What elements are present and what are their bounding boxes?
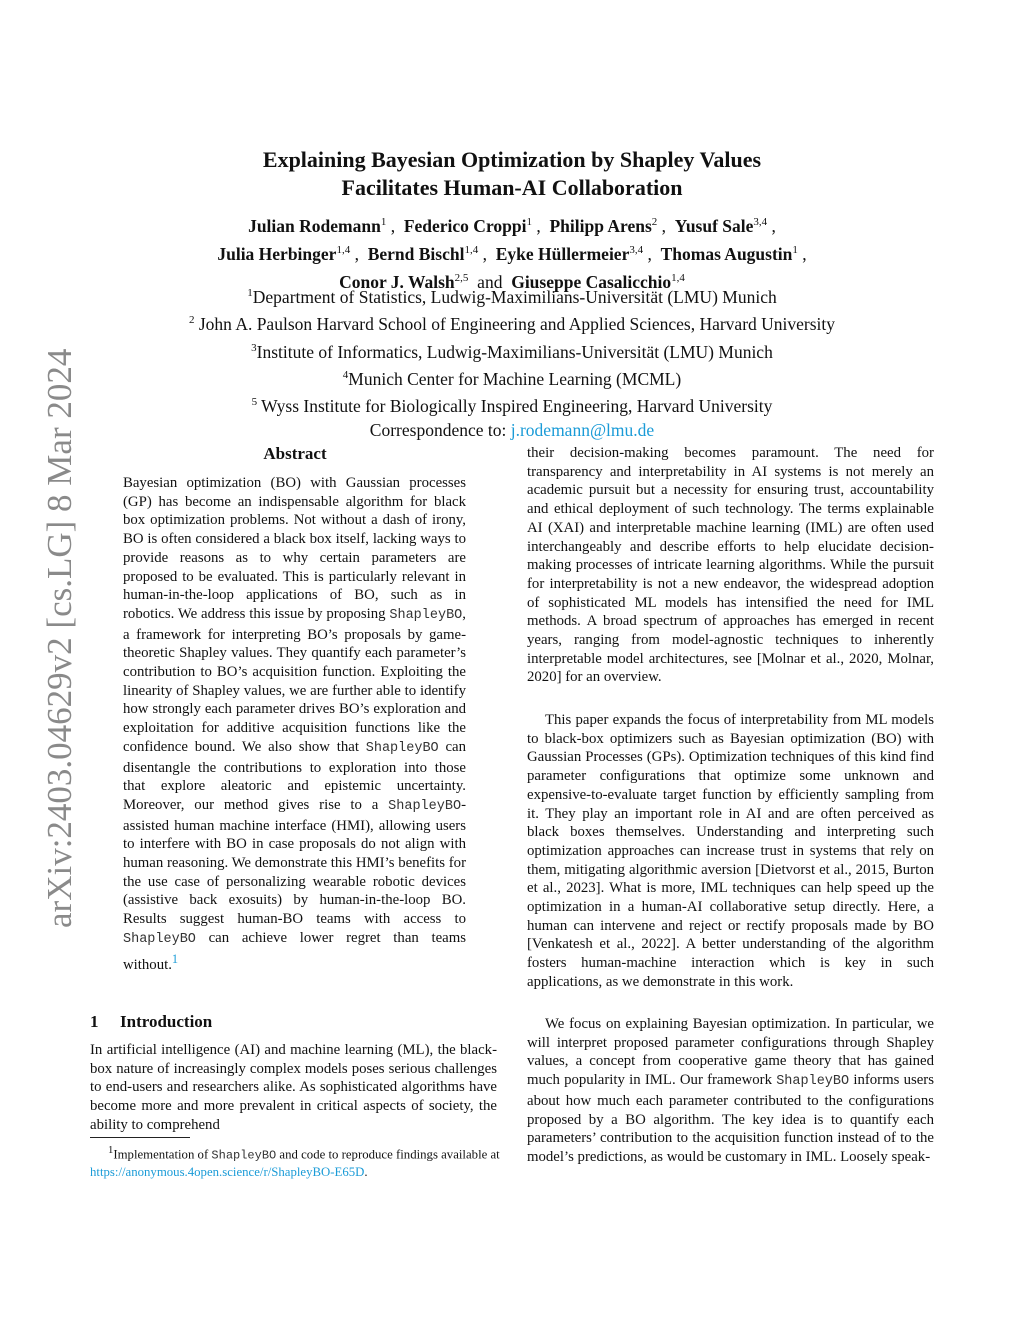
abstract-heading: Abstract [263, 444, 327, 463]
title-line-2: Facilitates Human-AI Collaboration [341, 175, 683, 200]
author-name: Bernd Bischl [367, 243, 465, 264]
code-shapleybo: ShapleyBO [389, 607, 463, 623]
author-name: Yusuf Sale [674, 215, 754, 236]
author-name: Eyke Hüllermeier [495, 243, 630, 264]
title-line-1: Explaining Bayesian Optimization by Shapley Values [262, 147, 762, 172]
code-shapleybo: ShapleyBO [123, 931, 196, 947]
code-url-link[interactable]: https://anonymous.4open.science/r/ShapleyBO-E65D [90, 1165, 365, 1180]
section-heading-introduction: 1 Introduction [90, 1012, 213, 1031]
footnote: $^1$Implementation of ShapleyBO and code to reproduce findings available at https://anonymous.4open.science/r/ShapleyBO-E65D. [90, 1145, 500, 1180]
email-link[interactable]: j.rodemann@lmu.de [510, 419, 655, 440]
author-list [120, 210, 904, 293]
author-line-2: Julia Herbinger$^{1,4}$ , Bernd Bischl$^{1,4}$ , Eyke Hüllermeier$^{3,4}$ , Thomas Augustin$^1$ , [217, 243, 807, 264]
author-line-1: Julian Rodemann$^1$ , Federico Croppi$^1$ , Philipp Arens$^2$ , Yusuf Sale$^{3,4}$ , [248, 215, 776, 236]
affiliation-item: $^5$ Wyss Institute for Biologically Inspired Engineering, Harvard University [251, 396, 773, 417]
code-shapleybo: ShapleyBO [388, 798, 462, 814]
paper-title [150, 146, 874, 202]
affiliation-item: $^3$Institute of Informatics, Ludwig-Maximilians-Universität (LMU) Munich [251, 341, 773, 362]
footnote-rule [90, 1137, 190, 1138]
intro-paragraph-right-3: We focus on explaining Bayesian optimization. In particular, we will interpret proposed parameter configurations through Shapley values, a concept from cooperative game theory that has gained much popularity in IML. Our framework ShapleyBO informs users about how much each parameter contributed to the configurations proposed by a BO algorithm. The key idea is to quantify each parameters’ contribution to the acquisition function instead of to the model’s predictions, as would be customary in IML. Loosely speak- [527, 1016, 934, 1165]
author-name: Thomas Augustin [660, 243, 793, 264]
author-name: Julia Herbinger [217, 243, 337, 264]
intro-paragraph-right-2: This paper expands the focus of interpretability from ML models to black-box optimizers such as Bayesian optimization (BO) with Gaussian Processes (GPs). Optimization techniques of this kind find parameter configurations that optimize some unknown and expensive-to-evaluate target function by efficiently sampling from it. They play an important role in AI and are often perceived as black boxes themselves. Understanding and interpreting such optimization approaches can increase trust in systems that rely on them, mitigating algorithmic aversion [Dietvorst et al., 2015, Burton et al., 2023]. What is more, IML techniques can help speed up the optimization in a human-AI collaborative setup directly. Here, a human can intervene and reject or rectify proposals made by BO [Venkatesh et al., 2022]. A better understanding of the algorithm fosters human-machine interaction which is key in such applications, as we demonstrate in this work. [527, 712, 934, 990]
arxiv-stamp: arXiv:2403.04629v2 [cs.LG] 8 Mar 2024 [40, 348, 79, 928]
code-shapleybo: ShapleyBO [776, 1074, 850, 1090]
abstract-body: Bayesian optimization (BO) with Gaussian processes (GP) has become an indispensable algorithm for black box optimization problems. Not without a dash of irony, BO is often considered a black box itself, lacking ways to provide reasons as to why certain parameters are proposed to be evaluated. This is particularly relevant in human-in-the-loop applications of BO, such as in robotics. We address this issue by proposing ShapleyBO, a framework for interpreting BO’s proposals by game-theoretic Shapley values. They quantify each parameter’s contribution to BO’s acquisition function. Exploiting the linearity of Shapley values, we are further able to identify how strongly each parameter drives BO’s exploration and exploitation for additive acquisition functions like the confidence bound. We also show that ShapleyBO can disentangle the contributions to exploration into those that explore aleatoric and epistemic uncertainty. Moreover, our method gives rise to a ShapleyBO-assisted human machine interface (HMI), allowing users to interfere with BO in case proposals do not align with human reasoning. We demonstrate this HMI’s benefits for the use case of personalizing wearable robotic devices (assistive back exosuits) by human-in-the-loop BO. Results suggest human-BO teams with access to ShapleyBO can achieve lower regret than teams without.$^1$ [123, 475, 467, 973]
author-name: Giuseppe Casalicchio [511, 271, 672, 292]
correspondence: Correspondence to: j.rodemann@lmu.de [369, 419, 655, 440]
code-shapleybo: ShapleyBO [211, 1148, 277, 1163]
author-name: Federico Croppi [403, 215, 527, 236]
affiliation-list [120, 282, 904, 442]
footnote-marker[interactable]: 1 [171, 951, 179, 966]
intro-paragraph-left: In artificial intelligence (AI) and machine learning (ML), the black-box nature of increasingly complex models poses serious challenges to end-users and researchers alike. As sophisticated algorithms have become more and more prevalent in critical aspects of society, the ability to comprehend [90, 1042, 497, 1133]
affiliation-item: $^1$Department of Statistics, Ludwig-Maximilians-Universität (LMU) Munich [247, 286, 777, 307]
author-name: Julian Rodemann [248, 215, 381, 236]
code-shapleybo: ShapleyBO [365, 740, 439, 756]
author-name: Conor J. Walsh [339, 271, 455, 292]
affiliation-item: $^2$ John A. Paulson Harvard School of Engineering and Applied Sciences, Harvard University [188, 314, 836, 335]
author-name: Philipp Arens [549, 215, 652, 236]
affiliation-item: $^4$Munich Center for Machine Learning (MCML) [342, 368, 682, 389]
author-line-3: Conor J. Walsh$^{2,5}$ and Giuseppe Casalicchio$^{1,4}$ [339, 271, 685, 292]
intro-paragraph-right-1: their decision-making becomes paramount. The need for transparency and interpretability in AI systems is not merely an academic pursuit but a necessity for ensuring trust, accountability and ethical deployment of such technology. The terms explainable AI (XAI) and interpretable machine learning (IML) are often used interchangeably and describe efforts to help elucidate decision-making processes of intricate learning algorithms. While the pursuit for interpretability is not a new endeavor, the widespread adoption of sophisticated ML models has intensified the need for IML methods. A broad spectrum of approaches has emerged in recent years, ranging from model-agnostic techniques to inherently interpretable model architectures, see [Molnar et al., 2020, Molnar, 2020] for an overview. [527, 445, 934, 686]
